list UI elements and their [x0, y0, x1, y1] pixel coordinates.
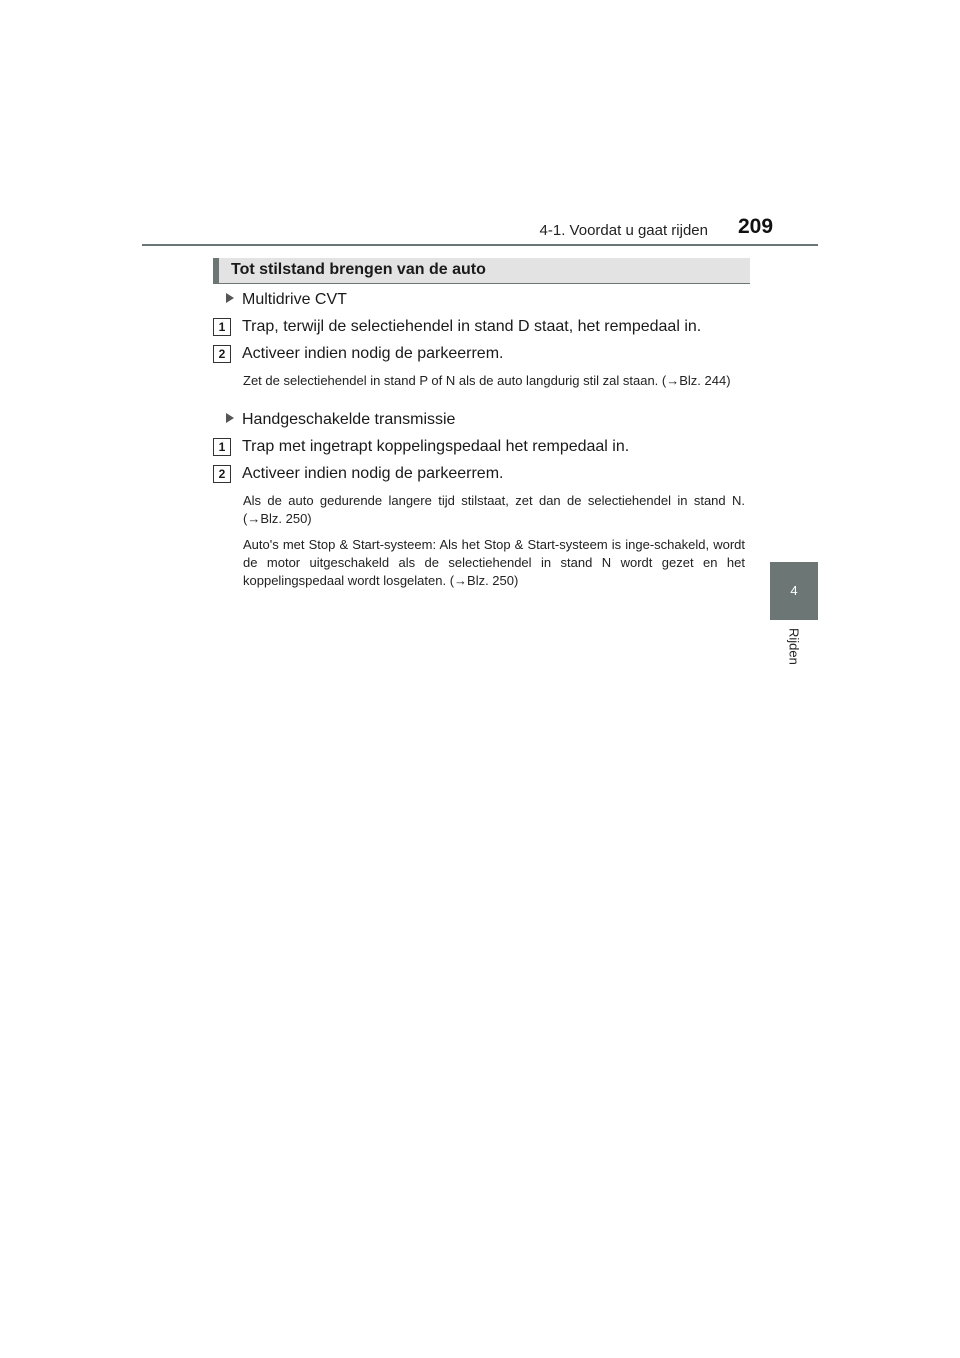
section-heading: Tot stilstand brengen van de auto	[213, 258, 750, 284]
step-number-badge: 2	[213, 345, 231, 363]
header-divider	[142, 244, 818, 246]
step-text: Activeer indien nodig de parkeerrem.	[242, 345, 504, 363]
note-paragraph: Auto's met Stop & Start-systeem: Als het Stop & Start-systeem is inge-schakeld, wordt de motor uitgeschakeld als de selectiehendel in stand N wordt gezet en het koppelingspedaal wordt losgelaten. (→Blz. 250)	[243, 537, 745, 588]
step-number-badge: 2	[213, 465, 231, 483]
header-section-title: 4-1. Voordat u gaat rijden	[539, 222, 708, 239]
cvt-title: Multidrive CVT	[242, 291, 347, 308]
step-number-badge: 1	[213, 438, 231, 456]
note-paragraph: Zet de selectiehendel in stand P of N als de auto langdurig stil zal staan. (→Blz. 244)	[243, 373, 731, 388]
cvt-subheading	[226, 291, 347, 309]
step-text: Activeer indien nodig de parkeerrem.	[242, 465, 504, 483]
note-paragraph: Als de auto gedurende langere tijd stilstaat, zet dan de selectiehendel in stand N. (→Blz. 250)	[243, 493, 745, 526]
manual-subheading	[226, 411, 455, 429]
triangle-bullet-icon	[226, 293, 234, 303]
cvt-step-1	[213, 318, 701, 336]
cvt-note	[243, 372, 745, 398]
manual-notes	[243, 492, 745, 598]
cvt-step-2	[213, 345, 503, 363]
chapter-label: Rijden	[786, 628, 802, 665]
manual-step-1	[213, 438, 629, 456]
manual-title: Handgeschakelde transmissie	[242, 411, 456, 428]
step-text: Trap met ingetrapt koppelingspedaal het rempedaal in.	[242, 438, 630, 456]
manual-step-2	[213, 465, 503, 483]
page-number: 209	[738, 215, 774, 238]
step-number-badge: 1	[213, 318, 231, 336]
step-text: Trap, terwijl de selectiehendel in stand D staat, het rempedaal in.	[242, 318, 702, 336]
triangle-bullet-icon	[226, 413, 234, 423]
chapter-tab: 4	[770, 562, 818, 620]
